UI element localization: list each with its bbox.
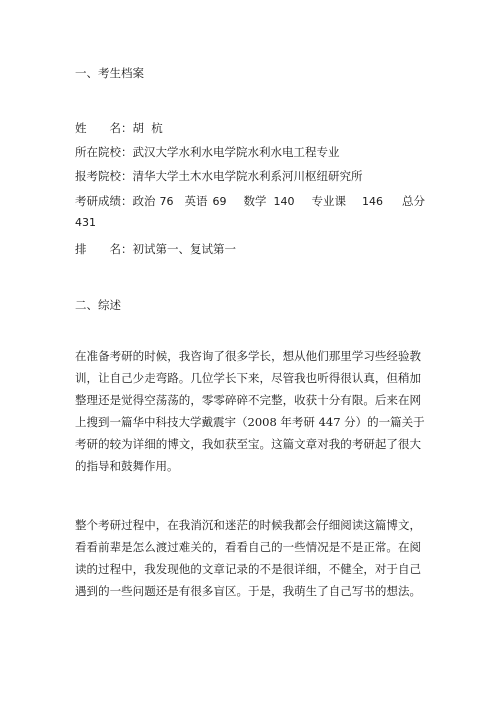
profile-heading: 一、考生档案 <box>75 66 144 80</box>
paragraph-1-line: 的指导和鼓舞作用。 <box>75 459 179 473</box>
total-label: 总分 <box>402 194 425 208</box>
math-label: 数学 <box>243 194 267 208</box>
name-row <box>75 121 163 135</box>
paragraph-1 <box>75 345 425 477</box>
paragraph-1-line: 整理还是觉得空荡荡的，零零碎碎不完整，收获十分有限。后来在网 <box>75 393 421 407</box>
major-label: 专业课 <box>311 194 346 208</box>
paragraph-1-line: 考研的较为详细的博文，我如获至宝。这篇文章对我的考研起了很大 <box>75 437 421 451</box>
total-value: 431 <box>75 216 96 229</box>
paragraph-1-line: 在准备考研的时候，我咨询了很多学长，想从他们那里学习些经验教 <box>75 349 421 363</box>
politics-value: 76 <box>159 195 174 208</box>
overview-heading: 二、综述 <box>75 298 121 312</box>
paragraph-2-line: 看看前辈是怎么渡过难关的，看看自己的一些情况是不是正常。在阅 <box>75 540 421 554</box>
name-value: 胡 杭 <box>132 121 163 135</box>
major-value: 146 <box>362 195 383 208</box>
name-label: 姓 名： <box>75 121 133 135</box>
rank-value: 初试第一、复试第一 <box>132 242 236 256</box>
rank-row <box>75 242 236 256</box>
english-value: 69 <box>212 195 227 208</box>
paragraph-2 <box>75 514 421 602</box>
apply-value: 清华大学土木水电学院水利系河川枢纽研究所 <box>132 169 363 183</box>
school-label: 所在院校： <box>75 145 133 159</box>
score-label: 考研成绩： <box>75 194 133 208</box>
rank-label: 排 名： <box>75 242 133 256</box>
paragraph-2-line: 读的过程中，我发现他的文章记录的不是很详细，不健全，对于自己 <box>75 562 421 576</box>
paragraph-2-line: 整个考研过程中，在我消沉和迷茫的时候我都会仔细阅读这篇博文， <box>75 518 421 532</box>
paragraph-1-line: 训，让自己少走弯路。几位学长下来，尽管我也听得很认真，但稍加 <box>75 371 421 385</box>
english-label: 英语 <box>184 194 208 208</box>
score-row <box>75 194 425 209</box>
politics-label: 政治 <box>132 194 156 208</box>
math-value: 140 <box>273 195 295 208</box>
paragraph-1-line: 上搜到一篇华中科技大学戴震宇（2008 年考研 447 分）的一篇关于 <box>75 415 425 429</box>
school-value: 武汉大学水利水电学院水利水电工程专业 <box>132 145 340 159</box>
apply-row <box>75 169 363 183</box>
apply-label: 报考院校： <box>75 169 133 183</box>
school-row <box>75 145 340 159</box>
paragraph-2-line: 遇到的一些问题还是有很多盲区。于是，我萌生了自己写书的想法。 <box>75 584 421 598</box>
